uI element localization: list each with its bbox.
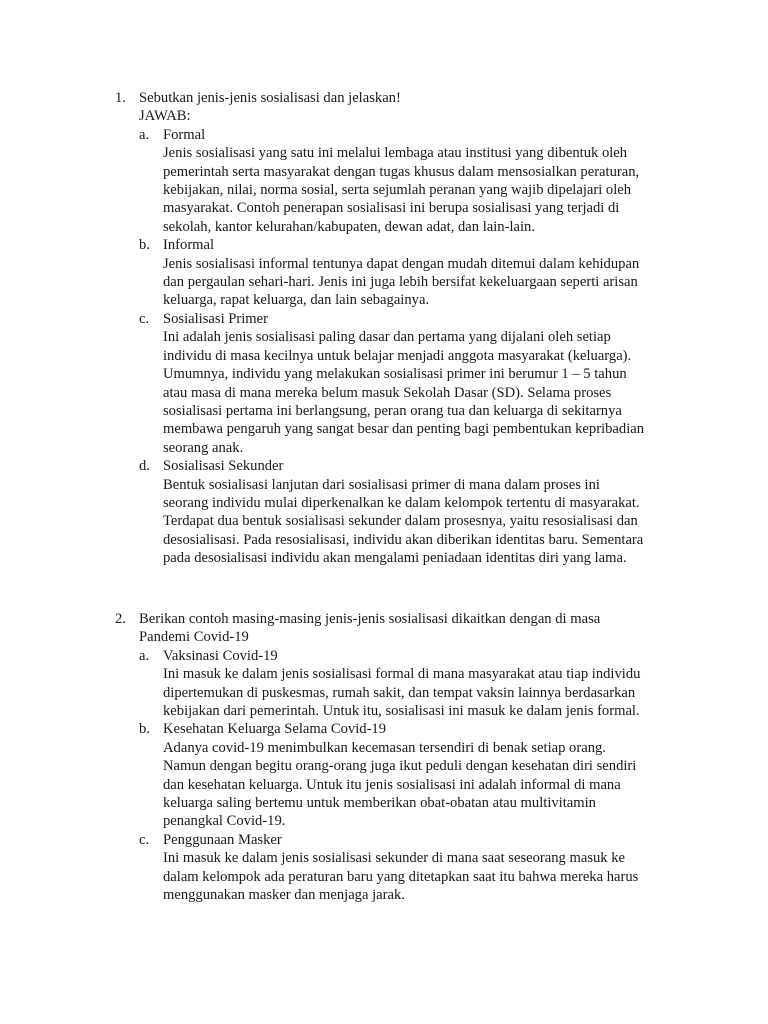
item-text-line: seorang anak. — [163, 439, 244, 456]
item-title: Penggunaan Masker — [163, 831, 282, 848]
item-letter: b. — [139, 721, 150, 738]
item-text-line: Terdapat dua bentuk sosialisasi sekunder dalam prosesnya, yaitu resosialisasi dan — [163, 513, 638, 530]
item-text-line: Umumnya, individu yang melakukan sosialisasi primer ini berumur 1 – 5 tahun — [163, 366, 627, 383]
question-prompt: Berikan contoh masing-masing jenis-jenis sosialisasi dikaitkan dengan di masa — [139, 611, 601, 627]
item-title: Informal — [163, 237, 215, 254]
item-title: Sosialisasi Sekunder — [163, 458, 284, 475]
item-text-line: Namun dengan begitu orang-orang juga ikut peduli dengan kesehatan diri sendiri — [163, 758, 637, 775]
answer-label: JAWAB: — [139, 108, 191, 125]
question-2 — [115, 610, 695, 905]
item-text-line: keluarga saling bertemu untuk memberikan obat-obatan atau multivitamin — [163, 795, 596, 812]
item-text-line: penangkal Covid-19. — [163, 813, 286, 830]
item-text-line: pada desosialisasi individu akan mengalami peniadaan identitas diri yang lama. — [163, 550, 627, 567]
answer-item — [139, 310, 695, 457]
item-text-line: sekolah, kantor kelurahan/kabupaten, dewan adat, dan lain-lain. — [163, 218, 535, 235]
item-content — [163, 647, 695, 721]
item-text-line: Jenis sosialisasi informal tentunya dapat dengan mudah ditemui dalam kehidupan — [163, 255, 640, 272]
answer-item — [139, 457, 695, 567]
answer-item — [139, 236, 695, 310]
answer-item — [139, 647, 695, 721]
item-content — [163, 236, 695, 310]
question-number: 1. — [115, 90, 126, 106]
answer-item — [139, 831, 695, 905]
item-text-line: desosialisasi. Pada resosialisasi, individu akan diberikan identitas baru. Sementara — [163, 531, 644, 548]
item-text-line: menggunakan masker dan menjaga jarak. — [163, 887, 405, 904]
item-text-line: dan pergaulan sehari-hari. Jenis ini juga lebih bersifat kekeluargaan seperti arisan — [163, 274, 638, 291]
item-text-line: pemerintah serta masyarakat dengan tugas khusus dalam mensosialkan peraturan, — [163, 163, 640, 180]
item-letter: c. — [139, 310, 150, 327]
item-text-line: membawa pengaruh yang sangat besar dan penting bagi pembentukan kepribadian — [163, 421, 645, 438]
item-text-line: Ini masuk ke dalam jenis sosialisasi formal di mana masyarakat atau tiap individu — [163, 666, 641, 683]
item-text-line: Ini adalah jenis sosialisasi paling dasar dan pertama yang dijalani oleh setiap — [163, 329, 611, 346]
item-text-line: dalam kelompok ada peraturan baru yang ditetapkan saat itu bahwa mereka harus — [163, 868, 639, 885]
item-text-line: Jenis sosialisasi yang satu ini melalui lembaga atau institusi yang dibentuk oleh — [163, 145, 628, 162]
question-number: 2. — [115, 611, 126, 627]
item-letter: b. — [139, 237, 150, 254]
question-prompt: Sebutkan jenis-jenis sosialisasi dan jelaskan! — [139, 90, 401, 106]
item-letter: d. — [139, 458, 150, 475]
item-text-line: dan kesehatan keluarga. Untuk itu jenis sosialisasi ini adalah informal di mana — [163, 776, 621, 793]
item-content — [163, 831, 695, 905]
answer-item — [139, 126, 695, 236]
item-text-line: keluarga, rapat keluarga, dan lain sebagainya. — [163, 292, 430, 309]
item-text-line: kebijakan, nilai, norma sosial, serta sejumlah peranan yang wajib dipelajari oleh — [163, 182, 632, 199]
item-letter: a. — [139, 647, 150, 664]
item-text-line: dipertemukan di puskesmas, rumah sakit, dan tempat vaksin lainnya berdasarkan — [163, 684, 636, 701]
item-title: Vaksinasi Covid-19 — [163, 647, 278, 664]
item-content — [163, 457, 695, 567]
answer-list — [139, 647, 695, 905]
item-text-line: Adanya covid-19 menimbulkan kecemasan tersendiri di benak setiap orang. — [163, 739, 606, 756]
item-text-line: individu di masa kecilnya untuk belajar menjadi anggota masyarakat (keluarga). — [163, 347, 632, 364]
answer-item — [139, 720, 695, 830]
item-text-line: seorang individu mulai diperkenalkan ke dalam kelompok tertentu di masyarakat. — [163, 494, 640, 511]
item-text-line: atau masa di mana mereka belum masuk Sekolah Dasar (SD). Selama proses — [163, 384, 612, 401]
item-title: Kesehatan Keluarga Selama Covid-19 — [163, 721, 387, 738]
question-1 — [115, 89, 695, 568]
item-text-line: kebijakan dari pemerintah. Untuk itu, sosialisasi ini masuk ke dalam jenis formal. — [163, 703, 640, 720]
item-title: Formal — [163, 126, 206, 143]
item-title: Sosialisasi Primer — [163, 310, 268, 327]
question-prompt-line2: Pandemi Covid-19 — [139, 629, 249, 646]
item-text-line: Bentuk sosialisasi lanjutan dari sosialisasi primer di mana dalam proses ini — [163, 476, 600, 493]
item-letter: c. — [139, 831, 150, 848]
answer-list — [139, 126, 695, 568]
item-content — [163, 126, 695, 236]
item-text-line: masyarakat. Contoh penerapan sosialisasi ini berupa sosialisasi yang terjadi di — [163, 200, 620, 217]
item-letter: a. — [139, 126, 150, 143]
item-text-line: sosialisasi pertama ini berlangsung, peran orang tua dan keluarga di sekitarnya — [163, 402, 622, 419]
item-content — [163, 310, 695, 457]
item-text-line: Ini masuk ke dalam jenis sosialisasi sekunder di mana saat seseorang masuk ke — [163, 850, 626, 867]
item-content — [163, 720, 695, 830]
